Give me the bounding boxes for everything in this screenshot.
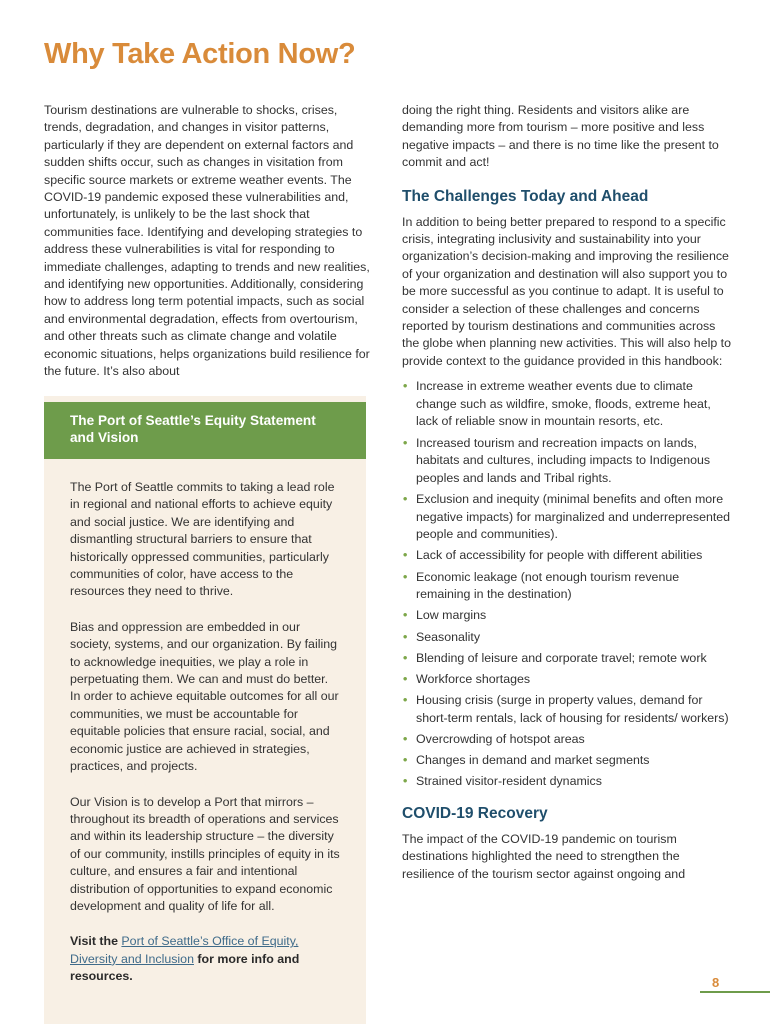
bullet-icon: • [403, 731, 408, 746]
list-item-text: Changes in demand and market segments [416, 753, 650, 768]
equity-sidebar [44, 396, 366, 1024]
list-item-text: Seasonality [416, 629, 481, 644]
covid-paragraph: The impact of the COVID-19 pandemic on tourism destinations highlighted the need to strengthen the resilience of the tourism sector against ongoing and [402, 831, 686, 881]
list-item-text: Economic leakage (not enough tourism revenue remaining in the destination) [416, 569, 680, 602]
list-item-text: Lack of accessibility for people with different abilities [416, 548, 703, 563]
sidebar-body [44, 459, 366, 986]
equity-office-link[interactable]: Port of Seattle’s Office of Equity, Diversity and Inclusion [70, 934, 299, 966]
list-item-text: Overcrowding of hotspot areas [416, 731, 585, 746]
list-item [402, 491, 732, 544]
bullet-icon: • [403, 629, 408, 644]
bullet-icon: • [403, 650, 408, 665]
bullet-icon: • [403, 608, 408, 623]
covid-heading: COVID-19 Recovery [402, 804, 548, 822]
list-item-text: Housing crisis (surge in property values, demand for short-term rentals, lack of housing for residents/ workers) [416, 693, 729, 725]
left-column [44, 102, 372, 381]
list-item [402, 731, 732, 749]
bullet-icon: • [403, 569, 408, 584]
bias-paragraph: Bias and oppression are embedded in our society, systems, and our organization. By failing to acknowledge inequities, we play a role in perpetuating them. We can and must do better. In order to achieve equitable outcomes for all our communities, we must be accountable for equitable policies that ensure racial, social, and economic justice are achieved in strategies, practices, and projects. [70, 619, 339, 774]
list-item [402, 671, 732, 689]
list-item [402, 629, 732, 647]
visit-note [70, 933, 340, 985]
visit-prefix: Visit the [70, 934, 122, 949]
sidebar-heading: The Port of Seattle’s Equity Statement and Vision [44, 402, 366, 459]
list-item-text: Increase in extreme weather events due to climate change such as wildfire, smoke, floods, extreme heat, lack of reliable snow in mountain resorts, etc. [416, 379, 711, 429]
vision-paragraph: Our Vision is to develop a Port that mirrors – throughout its breadth of operations and services and within its leadership structure – the diversity of our community, instills principles of equity in its culture, and ensures a fair and intentional distribution of opportunities to expand economic development and quality of life for all. [70, 794, 340, 913]
bullet-icon: • [403, 693, 408, 708]
bullet-icon: • [403, 379, 408, 394]
right-intro-paragraph: doing the right thing. Residents and visitors alike are demanding more from tourism – more positive and less negative impacts – and there is no time like the present to commit and act! [402, 103, 719, 170]
list-item-text: Low margins [416, 608, 487, 623]
equity-statement-paragraph: The Port of Seattle commits to taking a lead role in regional and national efforts to achieve equity and social justice. We are identifying and dismantling structural barriers to ensure that historically oppressed communities, particularly communities of color, have access to the resources they need to thrive. [70, 480, 335, 599]
list-item [402, 752, 732, 770]
bullet-icon: • [403, 435, 408, 450]
bullet-icon: • [403, 548, 408, 563]
bullet-icon: • [403, 671, 408, 686]
challenges-heading: The Challenges Today and Ahead [402, 187, 649, 205]
list-item [402, 650, 732, 668]
page-number: 8 [712, 975, 720, 990]
list-item-text: Strained visitor-resident dynamics [416, 774, 602, 789]
list-item [402, 435, 732, 488]
list-item-text: Increased tourism and recreation impacts on lands, habitats and cultures, including impacts to Indigenous peoples and lands and Tribal rights. [416, 435, 711, 485]
list-item [402, 607, 732, 625]
list-item [402, 692, 732, 727]
challenges-intro: In addition to being better prepared to respond to a specific crisis, integrating inclusivity and sustainability into your organization’s decision-making and improving the resilience of your organization and destination will also support you to be more successful as you continue to adapt. It is useful to consider a selection of these challenges and concerns reported by tourism destinations and communities across the globe when planning new activities. This will also help to provide context to the guidance provided in this handbook: [402, 214, 732, 368]
list-item [402, 569, 732, 604]
page-number-rule [700, 991, 770, 993]
visit-suffix: for more info and resources. [70, 951, 300, 984]
list-item [402, 547, 732, 565]
list-item-text: Exclusion and inequity (minimal benefits and often more negative impacts) for marginalized and underrepresented people and communities). [416, 492, 731, 542]
intro-paragraph: Tourism destinations are vulnerable to shocks, crises, trends, degradation, and changes in visitor patterns, particularly if they are dependent on external factors and sudden shifts occur, such as changes in visitation from specific source markets or extreme weather events. The COVID-19 pandemic exposed these vulnerabilities and, unfortunately, is unlikely to be the last shock that communities face. Identifying and developing strategies to address these vulnerabilities is vital for responding to immediate challenges, adapting to trends and new realities, and identifying new opportunities. Additionally, considering how to address long term potential impacts, such as social and environmental degradation, effects from overtourism, and other threats such as climate change and volatile economic situations, helps organizations build resilience for the future. It’s also about [44, 103, 370, 379]
list-item-text: Workforce shortages [416, 671, 531, 686]
bullet-icon: • [403, 492, 408, 507]
page-title: Why Take Action Now? [44, 38, 356, 70]
right-column [402, 102, 732, 883]
challenges-list [402, 378, 732, 791]
list-item-text: Blending of leisure and corporate travel; remote work [416, 650, 707, 665]
bullet-icon: • [403, 753, 408, 768]
list-item [402, 773, 732, 791]
bullet-icon: • [403, 774, 408, 789]
list-item [402, 378, 732, 431]
